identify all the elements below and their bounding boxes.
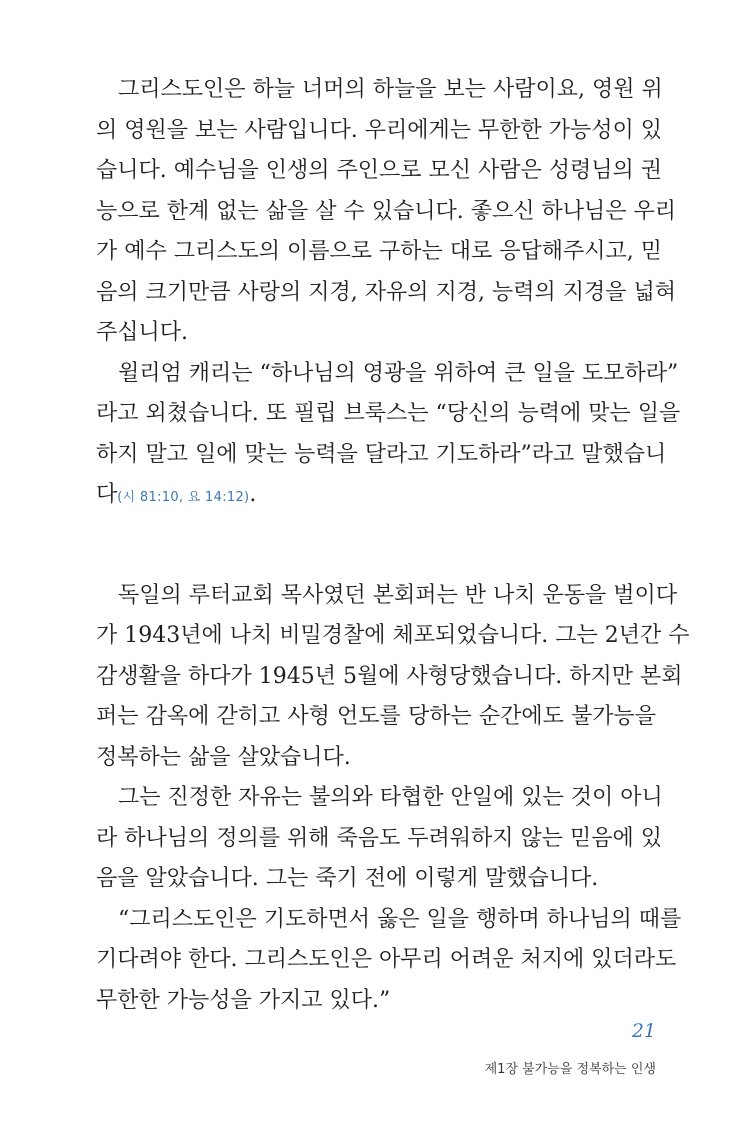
text-line: 하지 말고 일에 맞는 능력을 달라고 기도하라”라고 말했습니 — [96, 441, 667, 467]
text-line: 라고 외쳤습니다. 또 필립 브룩스는 “당신의 능력에 맞는 일을 — [96, 401, 681, 426]
text-line: 독일의 루터교회 목사였던 본회퍼는 반 나치 운동을 벌이다 — [118, 582, 678, 608]
text-line: 의 영원을 보는 사람입니다. 우리에게는 무한한 가능성이 있 — [96, 117, 662, 143]
text-line: 정복하는 삶을 살았습니다. — [96, 744, 351, 770]
text-line: 라 하나님의 정의를 위해 죽음도 두려워하지 않는 믿음에 있 — [96, 825, 662, 851]
text-line: 음을 알았습니다. 그는 죽기 전에 이렇게 말했습니다. — [96, 866, 599, 891]
quote-line: “그리스도인은 기도하면서 옳은 일을 행하며 하나님의 때를 — [118, 906, 682, 932]
text-line: 가 예수 그리스도의 이름으로 구하는 대로 응답해주시고, 믿 — [96, 239, 662, 264]
text-line: 능으로 한계 없는 삶을 살 수 있습니다. 좋으신 하나님은 우리 — [96, 198, 676, 224]
text-line: 음의 크기만큼 사랑의 지경, 자유의 지경, 능력의 지경을 넓혀 — [96, 279, 676, 305]
running-footer-chapter-title: 제1장 불가능을 정복하는 인생 — [484, 1062, 656, 1077]
text-line: 윌리엄 캐리는 “하나님의 영광을 위하여 큰 일을 도모하라” — [118, 360, 679, 386]
text-line: 그는 진정한 자유는 불의와 타협한 안일에 있는 것이 아니 — [118, 785, 663, 810]
text-line-with-reference — [96, 475, 656, 516]
text-fragment: 다 — [96, 482, 118, 507]
text-line: 퍼는 감옥에 갇히고 사형 언도를 당하는 순간에도 불가능을 — [96, 704, 656, 729]
text-line: 감생활을 하다가 1945년 5월에 사형당했습니다. 하지만 본회 — [96, 663, 683, 689]
text-line: 가 1943년에 나치 비밀경찰에 체포되었습니다. 그는 2년간 수 — [96, 623, 690, 648]
scripture-reference: (시 81:10, 요 14:12) — [117, 490, 250, 505]
quote-line: 기다려야 한다. 그리스도인은 아무리 어려운 처지에 있더라도 — [96, 947, 677, 972]
text-line: 그리스도인은 하늘 너머의 하늘을 보는 사람이요, 영원 위 — [118, 77, 663, 102]
text-line: 주십니다. — [96, 320, 189, 345]
body-text — [96, 70, 690, 1021]
page-number: 21 — [631, 1020, 656, 1042]
end-punctuation: . — [249, 482, 257, 507]
text-line: 습니다. 예수님을 인생의 주인으로 모신 사람은 성령님의 권 — [96, 158, 662, 183]
section-gap — [96, 516, 656, 576]
quote-line: 무한한 가능성을 가지고 있다.” — [96, 987, 391, 1013]
